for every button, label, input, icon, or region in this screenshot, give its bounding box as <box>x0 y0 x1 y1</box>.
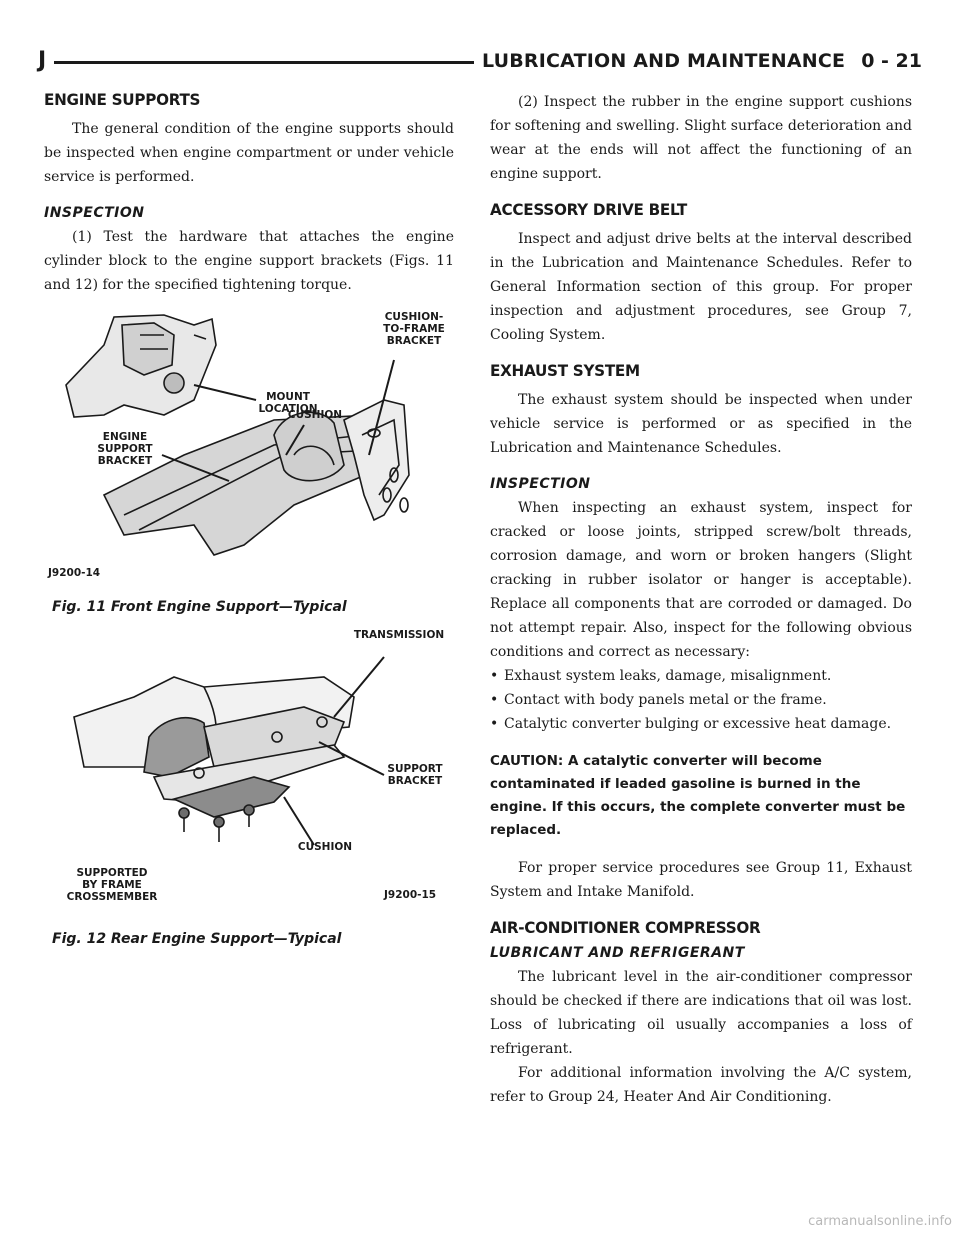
label-engine-support-bracket: ENGINE SUPPORT BRACKET <box>97 431 153 467</box>
label-cushion-rear: CUSHION <box>297 841 353 853</box>
ac-reference-text: For additional information involving the A/C system, refer to Group 24, Heater And Air Conditioning. <box>490 1065 912 1105</box>
figure-11 <box>44 305 454 595</box>
page-number: 0 - 21 <box>861 50 922 72</box>
engine-inspection-title: INSPECTION <box>44 205 145 221</box>
label-cushion-front: CUSHION <box>287 409 343 421</box>
accessory-drive-belt-text: Inspect and adjust drive belts at the interval described in the Lubrication and Maintenance Schedules. Refer to General Information section of this group. For proper inspection and adjustment procedures, see Group 7, Cooling System. <box>490 231 912 343</box>
label-mount-location: MOUNT LOCATION <box>258 391 318 415</box>
ac-compressor-title: AIR-CONDITIONER COMPRESSOR <box>490 918 761 937</box>
engine-inspection-step2: (2) Inspect the rubber in the engine support cushions for softening and swelling. Slight surface deterioration and wear at the ends will not affect the functioning of an engine support. <box>490 94 912 182</box>
right-column <box>490 90 912 1109</box>
left-column <box>44 90 454 947</box>
list-item: • Contact with body panels metal or the frame. <box>490 692 827 708</box>
engine-supports-title: ENGINE SUPPORTS <box>44 90 201 109</box>
label-supported-by-frame-crossmember: SUPPORTED BY FRAME CROSSMEMBER <box>66 867 158 903</box>
watermark: carmanualsonline.info <box>662 1214 952 1234</box>
label-transmission: TRANSMISSION <box>353 629 445 641</box>
catalytic-converter-caution: CAUTION: A catalytic converter will become contaminated if leaded gasoline is burned in the engine. If this occurs, the complete converter must be replaced. <box>490 753 906 838</box>
figure-12 <box>44 627 454 927</box>
exhaust-inspection-title: INSPECTION <box>490 476 591 492</box>
exhaust-inspection-text: When inspecting an exhaust system, inspect for cracked or loose joints, stripped screw/bolt threads, corrosion damage, and worn or broken hangers (Slight cracking in rubber isolator or hanger is acceptable). Replace all components that are corroded or damaged. Do not attempt repair. Also, inspect for the following obvious conditions and correct as necessary: <box>490 500 912 660</box>
figure-12-caption: Fig. 12 Rear Engine Support—Typical <box>52 931 342 947</box>
lubricant-refrigerant-title: LUBRICANT AND REFRIGERANT <box>490 945 745 961</box>
list-item: • Catalytic converter bulging or excessive heat damage. <box>490 716 892 732</box>
engine-supports-intro: The general condition of the engine supports should be inspected when engine compartment or under vehicle service is performed. <box>44 121 454 185</box>
list-item: • Exhaust system leaks, damage, misalignment. <box>490 668 832 684</box>
accessory-drive-belt-title: ACCESSORY DRIVE BELT <box>490 200 687 219</box>
label-cushion-to-frame-bracket: CUSHION- TO-FRAME BRACKET <box>383 311 445 347</box>
figure-12-id: J9200-15 <box>384 889 437 901</box>
exhaust-service-reference: For proper service procedures see Group 11, Exhaust System and Intake Manifold. <box>490 860 912 900</box>
header-title: LUBRICATION AND MAINTENANCE <box>481 50 846 72</box>
exhaust-system-title: EXHAUST SYSTEM <box>490 361 640 380</box>
header-letter: J <box>38 48 47 73</box>
exhaust-system-text: The exhaust system should be inspected when under vehicle service is performed or as specified in the Lubrication and Maintenance Schedules. <box>490 392 912 456</box>
label-support-bracket: SUPPORT BRACKET <box>387 763 443 787</box>
ac-lubricant-text: The lubricant level in the air-conditioner compressor should be checked if there are indications that oil was lost. Loss of lubricating oil usually accompanies a loss of refrigerant. <box>490 969 912 1057</box>
page-header <box>38 44 922 72</box>
figure-11-caption: Fig. 11 Front Engine Support—Typical <box>52 599 347 615</box>
engine-inspection-step1: (1) Test the hardware that attaches the engine cylinder block to the engine support brackets (Figs. 11 and 12) for the specified tightening torque. <box>44 229 454 293</box>
figure-11-id: J9200-14 <box>48 567 101 579</box>
header-rule <box>54 61 474 64</box>
